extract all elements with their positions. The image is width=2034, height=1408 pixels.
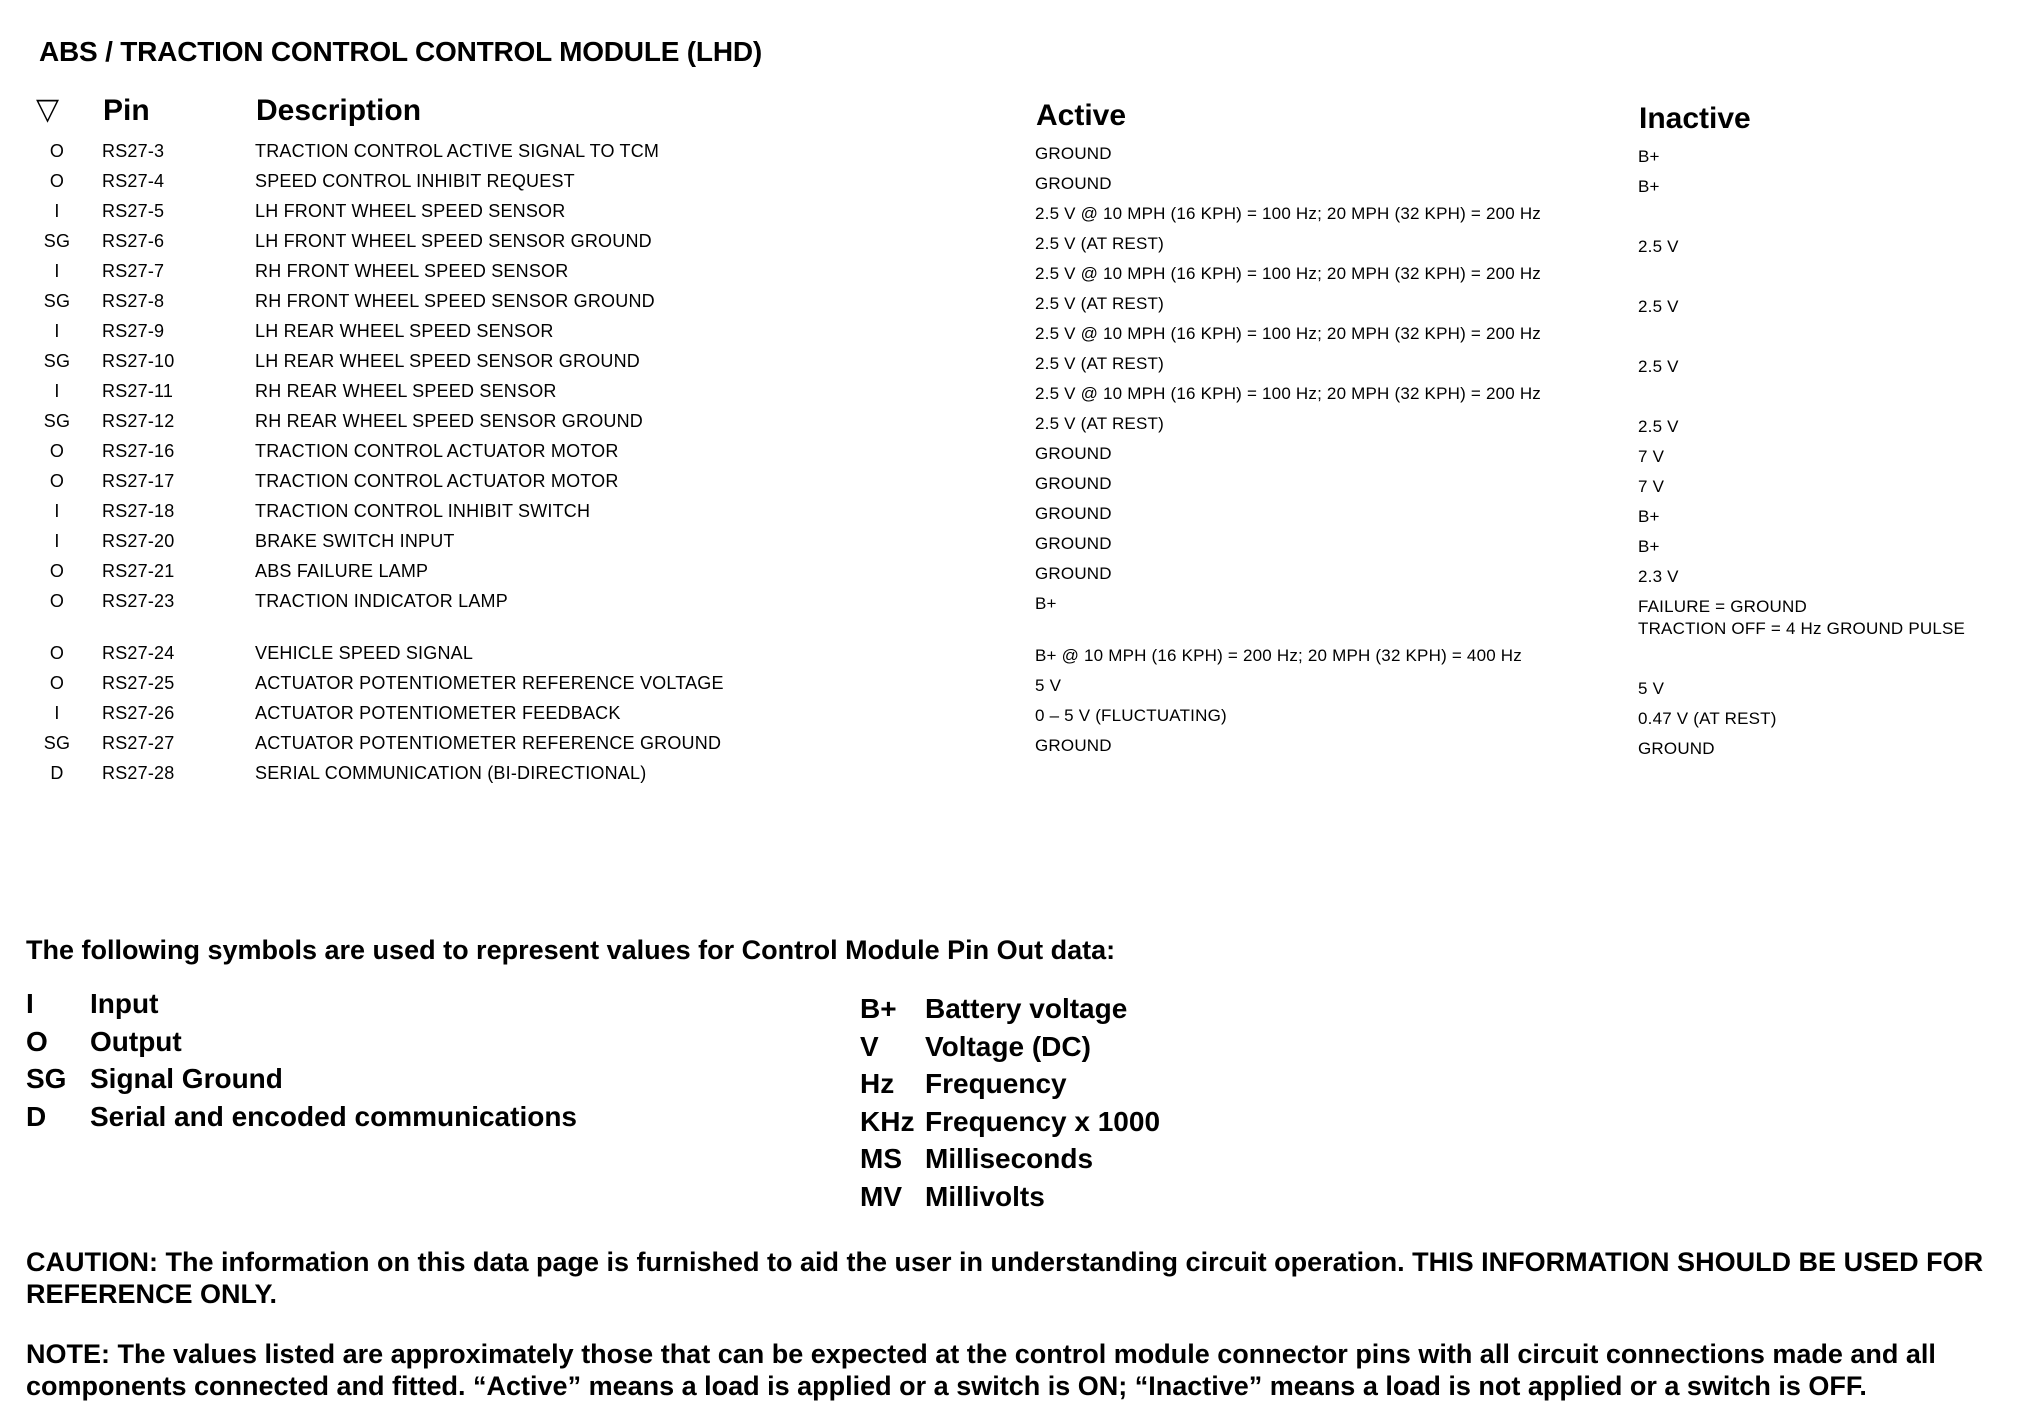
inactive-line-1: 2.5 V (1638, 357, 1679, 376)
pin-description: ABS FAILURE LAMP (255, 561, 429, 581)
inactive-line-2: TRACTION OFF = 4 Hz GROUND PULSE (1638, 619, 1966, 638)
legend-symbol: B+ (860, 993, 897, 1024)
legend-symbol: SG (26, 1063, 67, 1095)
inactive-value (1638, 537, 1660, 559)
pin-description: TRACTION CONTROL ACTUATOR MOTOR (255, 441, 619, 461)
active-value: 0 – 5 V (FLUCTUATING) (1035, 706, 1227, 725)
active-value: GROUND (1035, 534, 1112, 553)
pin-description: SERIAL COMMUNICATION (BI-DIRECTIONAL) (255, 763, 647, 783)
legend-meaning: Output (90, 1025, 182, 1057)
table-row (0, 703, 2034, 733)
column-header-inactive: Inactive (1639, 102, 1751, 135)
inactive-line-1: 2.3 V (1638, 567, 1679, 586)
pin-type: D (50, 763, 64, 783)
table-row (0, 441, 2034, 471)
pin-description: TRACTION INDICATOR LAMP (255, 591, 508, 611)
pin-description: TRACTION CONTROL ACTUATOR MOTOR (255, 471, 619, 491)
inactive-line-1: B+ (1638, 537, 1660, 556)
inactive-value (1638, 417, 1679, 439)
caution-paragraph: CAUTION: The information on this data page is furnished to aid the user in understanding circuit operation. THIS INFORMATION SHOULD BE USED FOR REFERENCE ONLY. (26, 1247, 1984, 1309)
pin-id: RS27-24 (102, 643, 175, 663)
pin-type: O (49, 471, 65, 491)
legend-meaning: Milliseconds (925, 1143, 1094, 1175)
table-row (0, 643, 2034, 673)
inactive-line-1: B+ (1638, 507, 1660, 526)
table-row (0, 591, 2034, 647)
legend-meaning: Frequency (925, 1068, 1067, 1100)
legend-meaning: Battery voltage (925, 993, 1128, 1024)
active-value: 2.5 V @ 10 MPH (16 KPH) = 100 Hz; 20 MPH (32 KPH) = 200 Hz (1035, 384, 1542, 403)
table-row (0, 351, 2034, 381)
pin-type: SG (43, 411, 71, 431)
table-row (0, 291, 2034, 321)
column-header-active: Active (1036, 99, 1127, 132)
pin-type: SG (43, 231, 71, 251)
table-row (0, 171, 2034, 201)
table-row (0, 561, 2034, 591)
active-value: GROUND (1035, 474, 1112, 493)
table-row (0, 673, 2034, 703)
legend-meaning: Serial and encoded communications (90, 1100, 578, 1132)
table-row (0, 501, 2034, 531)
pin-type: I (54, 201, 60, 221)
pin-type: O (49, 591, 65, 611)
active-value: GROUND (1035, 736, 1112, 755)
inactive-line-1: 2.5 V (1638, 417, 1679, 436)
pin-description: LH REAR WHEEL SPEED SENSOR (255, 321, 554, 341)
pin-id: RS27-17 (102, 471, 175, 491)
active-value: GROUND (1035, 444, 1112, 463)
table-row (0, 381, 2034, 411)
active-value: GROUND (1035, 144, 1112, 163)
active-value: 2.5 V @ 10 MPH (16 KPH) = 100 Hz; 20 MPH (32 KPH) = 200 Hz (1035, 204, 1542, 223)
active-value: GROUND (1035, 564, 1112, 583)
pin-id: RS27-27 (102, 733, 175, 753)
active-value: B+ @ 10 MPH (16 KPH) = 200 Hz; 20 MPH (32 KPH) = 400 Hz (1035, 646, 1522, 665)
legend-intro: The following symbols are used to represent values for Control Module Pin Out data: (26, 935, 1116, 965)
inactive-value (1638, 297, 1679, 319)
inactive-line-1: B+ (1638, 147, 1660, 166)
pin-id: RS27-18 (102, 501, 175, 521)
pin-description: ACTUATOR POTENTIOMETER REFERENCE VOLTAGE (255, 673, 724, 693)
pin-description: RH FRONT WHEEL SPEED SENSOR GROUND (255, 291, 655, 311)
legend-symbol: O (26, 1025, 48, 1057)
table-row (0, 411, 2034, 441)
pin-description: TRACTION CONTROL ACTIVE SIGNAL TO TCM (255, 141, 660, 161)
legend-meaning: Input (90, 988, 159, 1019)
legend-symbol: D (26, 1100, 47, 1132)
pin-id: RS27-7 (102, 261, 165, 281)
table-row (0, 733, 2034, 763)
active-value: GROUND (1035, 504, 1112, 523)
active-value: GROUND (1035, 174, 1112, 193)
pin-type: O (49, 171, 65, 191)
inactive-value (1638, 597, 1965, 639)
pin-type: O (49, 141, 65, 161)
pin-description: SPEED CONTROL INHIBIT REQUEST (255, 171, 575, 191)
column-header-pin: Pin (103, 94, 150, 127)
inactive-value (1638, 447, 1664, 469)
inactive-line-1: GROUND (1638, 739, 1715, 758)
pin-type: SG (43, 733, 71, 753)
pin-description: LH FRONT WHEEL SPEED SENSOR GROUND (255, 231, 652, 251)
pin-type: O (49, 643, 65, 663)
pin-type: O (49, 673, 65, 693)
table-row (0, 763, 2034, 793)
page-title: ABS / TRACTION CONTROL CONTROL MODULE (LHD) (39, 36, 762, 67)
inactive-value (1638, 739, 1715, 761)
inactive-line-1: FAILURE = GROUND (1638, 597, 1807, 616)
pin-id: RS27-21 (102, 561, 175, 581)
table-row (0, 471, 2034, 501)
legend-symbol: I (26, 988, 34, 1019)
pin-description: TRACTION CONTROL INHIBIT SWITCH (255, 501, 591, 521)
pin-description: RH REAR WHEEL SPEED SENSOR (255, 381, 557, 401)
inactive-line-1: 7 V (1638, 477, 1665, 496)
table-row (0, 321, 2034, 351)
pin-type: I (54, 531, 60, 551)
pin-id: RS27-10 (102, 351, 175, 371)
connector-symbol-icon: ▽ (36, 93, 60, 126)
inactive-value (1638, 357, 1679, 379)
pin-description: RH FRONT WHEEL SPEED SENSOR (255, 261, 569, 281)
inactive-line-1: 0.47 V (AT REST) (1638, 709, 1777, 728)
table-row (0, 141, 2034, 171)
legend-symbol: Hz (860, 1068, 895, 1100)
pin-id: RS27-25 (102, 673, 175, 693)
legend-symbol: V (860, 1030, 879, 1062)
table-row (0, 531, 2034, 561)
active-value: 2.5 V (AT REST) (1035, 234, 1164, 253)
pin-description: ACTUATOR POTENTIOMETER REFERENCE GROUND (255, 733, 722, 753)
pin-type: SG (43, 351, 71, 371)
inactive-line-1: 2.5 V (1638, 237, 1679, 256)
pin-type: I (54, 321, 60, 341)
inactive-value (1638, 679, 1664, 701)
inactive-line-1: 7 V (1638, 447, 1665, 466)
legend-meaning: Signal Ground (90, 1063, 283, 1095)
pin-type: SG (43, 291, 71, 311)
table-row (0, 231, 2034, 261)
inactive-value (1638, 177, 1660, 199)
inactive-value (1638, 237, 1679, 259)
legend-symbol: MV (860, 1180, 902, 1212)
active-value: B+ (1035, 594, 1057, 613)
active-value: 2.5 V (AT REST) (1035, 414, 1164, 433)
pin-id: RS27-16 (102, 441, 175, 461)
pin-id: RS27-5 (102, 201, 165, 221)
pin-id: RS27-20 (102, 531, 175, 551)
pin-id: RS27-23 (102, 591, 175, 611)
pin-id: RS27-6 (102, 231, 165, 251)
inactive-value (1638, 709, 1777, 731)
pin-type: I (54, 703, 60, 723)
pin-id: RS27-4 (102, 171, 165, 191)
pin-description: LH REAR WHEEL SPEED SENSOR GROUND (255, 351, 641, 371)
inactive-line-1: B+ (1638, 177, 1660, 196)
active-value: 2.5 V (AT REST) (1035, 354, 1164, 373)
pin-id: RS27-11 (102, 381, 174, 401)
pin-type: O (49, 561, 65, 581)
active-value: 2.5 V (AT REST) (1035, 294, 1164, 313)
active-value: 2.5 V @ 10 MPH (16 KPH) = 100 Hz; 20 MPH (32 KPH) = 200 Hz (1035, 264, 1542, 283)
column-header-description: Description (256, 94, 422, 127)
pin-type: I (54, 261, 60, 281)
inactive-value (1638, 507, 1660, 529)
pin-type: I (54, 381, 60, 401)
pin-description: BRAKE SWITCH INPUT (255, 531, 455, 551)
pin-id: RS27-26 (102, 703, 175, 723)
table-row (0, 261, 2034, 291)
pin-id: RS27-9 (102, 321, 165, 341)
note-paragraph: NOTE: The values listed are approximately those that can be expected at the control module connector pins with all circuit connections made and all components connected and fitted. “Active” means a load is applied or a switch is ON; “Inactive” means a load is not applied or a switch is OFF. (26, 1339, 1936, 1401)
inactive-value (1638, 567, 1679, 589)
pin-type: I (54, 501, 60, 521)
inactive-value (1638, 147, 1660, 169)
pin-id: RS27-8 (102, 291, 165, 311)
active-value: 5 V (1035, 676, 1062, 695)
pin-description: VEHICLE SPEED SIGNAL (255, 643, 474, 663)
table-row (0, 201, 2034, 231)
pin-id: RS27-12 (102, 411, 175, 431)
pin-description: ACTUATOR POTENTIOMETER FEEDBACK (255, 703, 621, 723)
legend-meaning: Millivolts (925, 1180, 1045, 1212)
pin-type: O (49, 441, 65, 461)
pin-id: RS27-28 (102, 763, 175, 783)
inactive-line-1: 5 V (1638, 679, 1665, 698)
inactive-value (1638, 477, 1664, 499)
active-value: 2.5 V @ 10 MPH (16 KPH) = 100 Hz; 20 MPH (32 KPH) = 200 Hz (1035, 324, 1542, 343)
legend-meaning: Frequency x 1000 (925, 1105, 1161, 1137)
pin-id: RS27-3 (102, 141, 165, 161)
legend-meaning: Voltage (DC) (925, 1030, 1091, 1062)
legend-symbol: KHz (860, 1105, 915, 1137)
inactive-line-1: 2.5 V (1638, 297, 1679, 316)
legend-symbol: MS (860, 1143, 902, 1175)
pin-description: LH FRONT WHEEL SPEED SENSOR (255, 201, 566, 221)
pin-description: RH REAR WHEEL SPEED SENSOR GROUND (255, 411, 643, 431)
